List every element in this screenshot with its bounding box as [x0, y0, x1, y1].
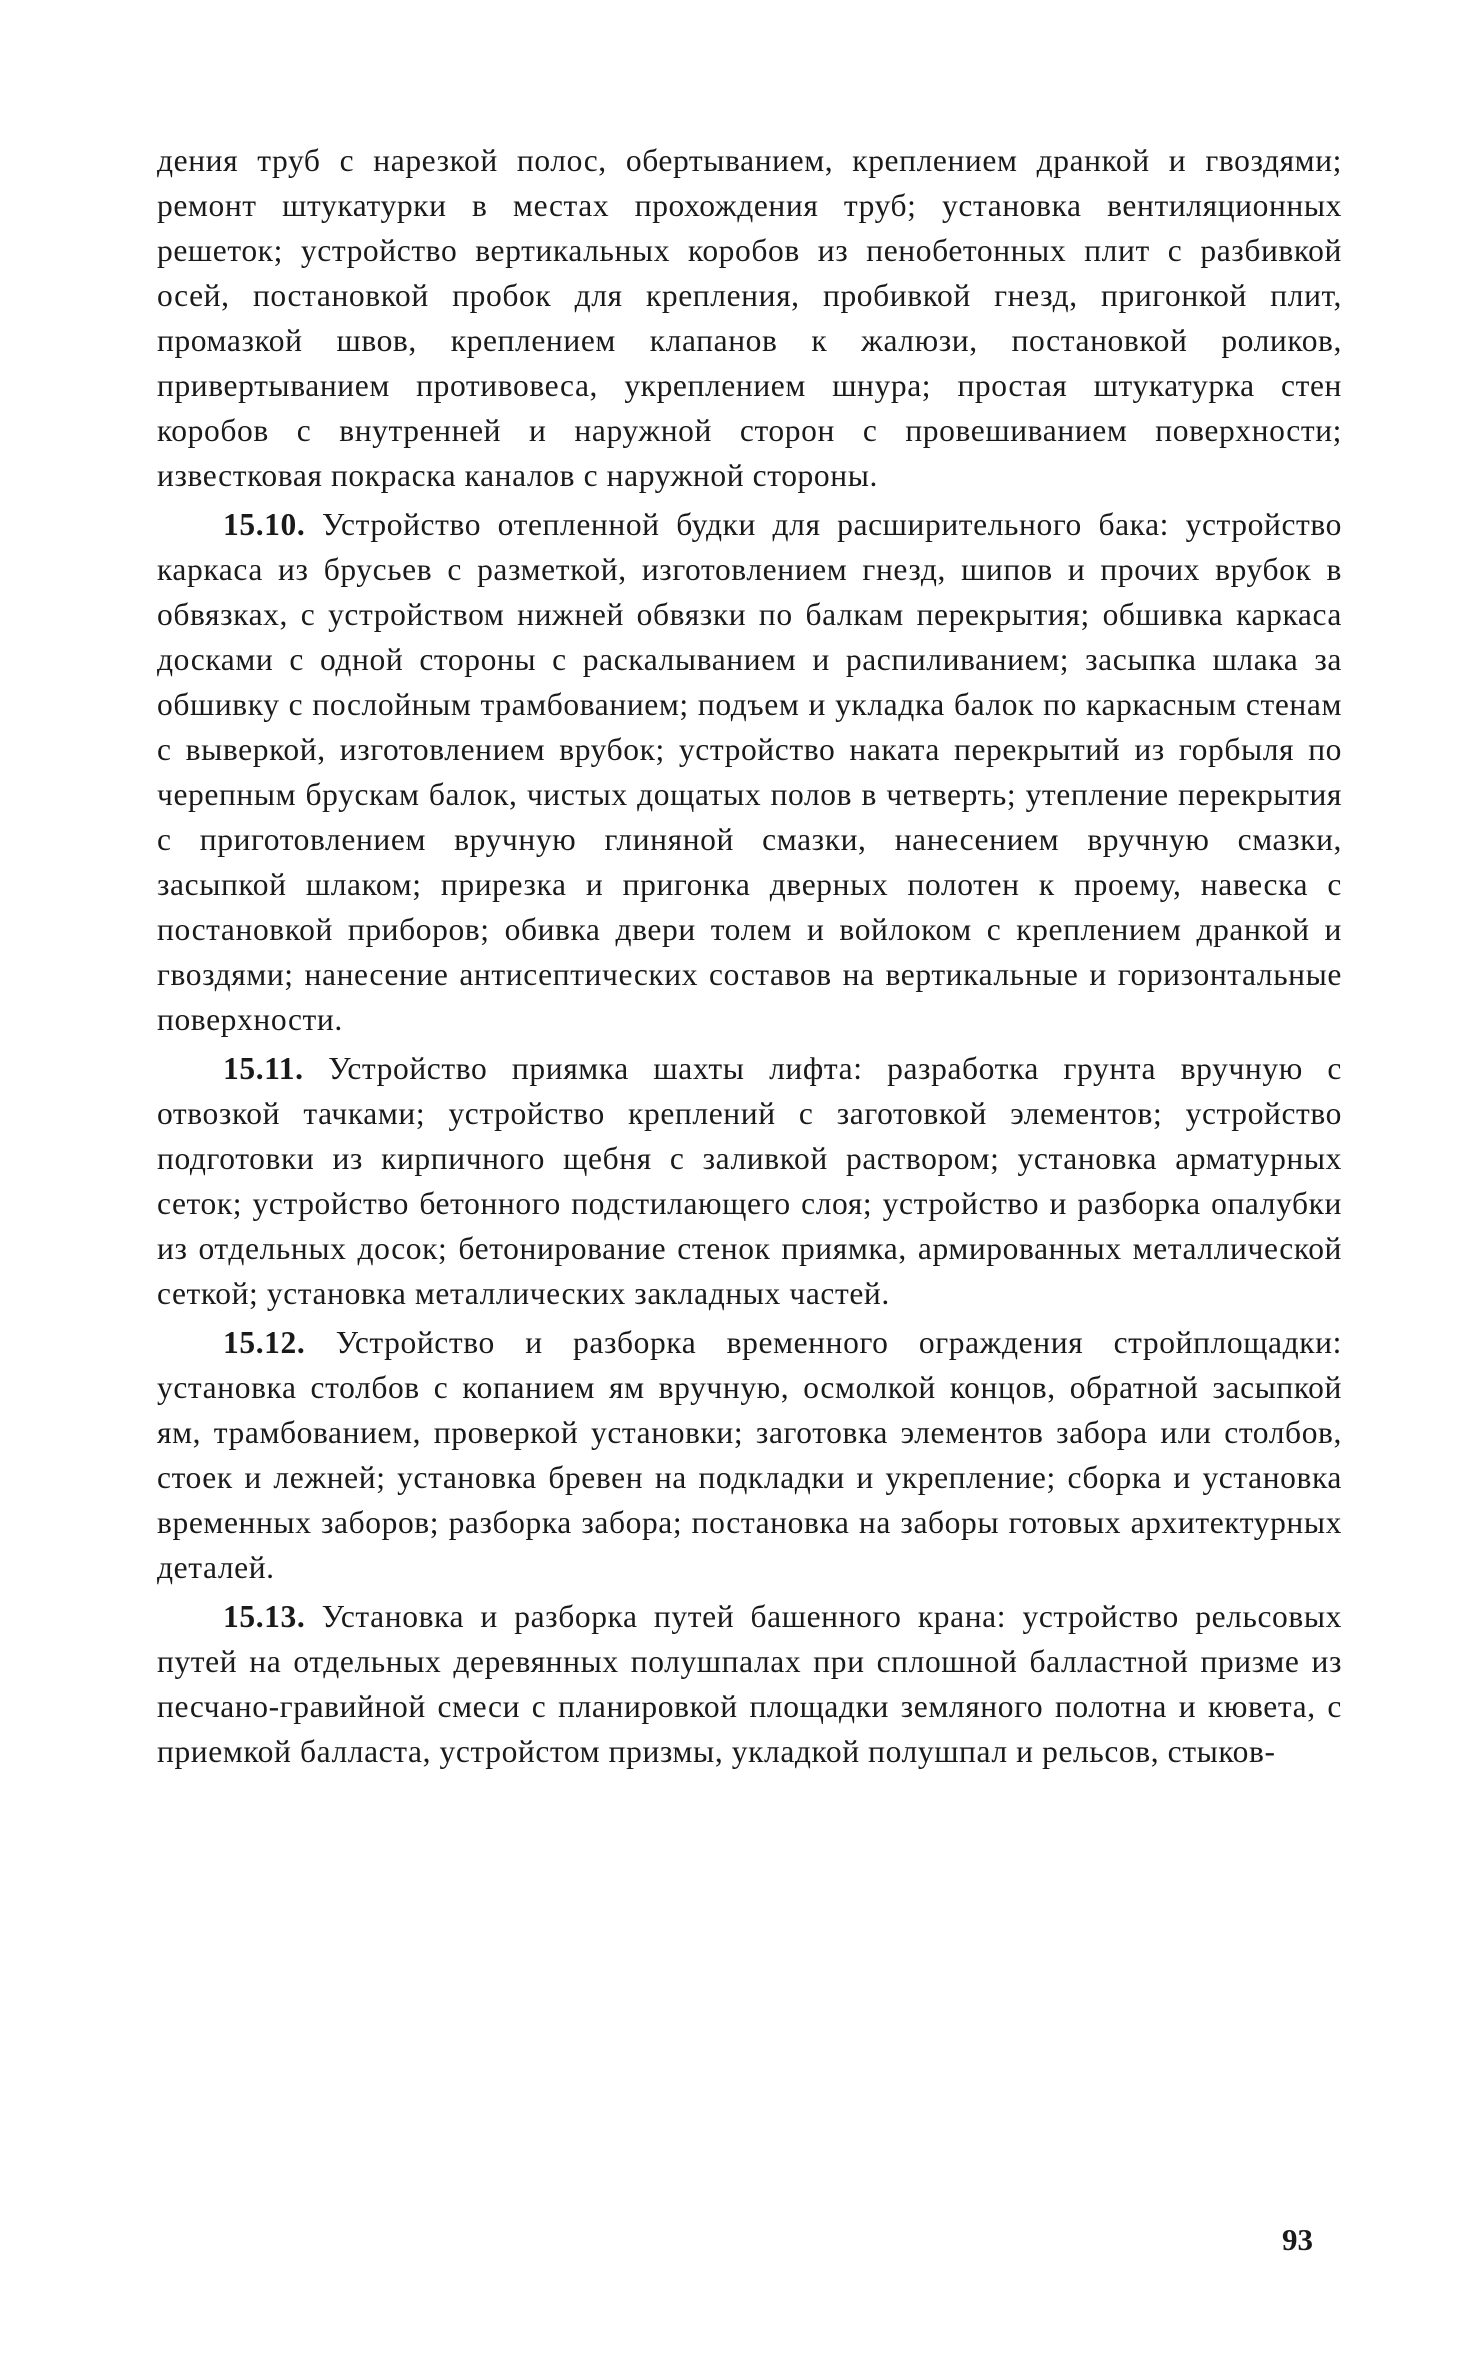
paragraph-15-13: [157, 1594, 1342, 1774]
paragraph-15-12: [157, 1320, 1342, 1590]
paragraph-text: Устройство отепленной будки для расширительного бака: устройство каркаса из брусьев с разметкой, изготовлением гнезд, шипов и прочих врубок в обвязках, с устройством нижней обвязки по балкам перекрытия; обшивка каркаса досками с одной стороны с раскалыванием и распиливанием; засыпка шлака за обшивку с послойным трамбованием; подъем и укладка балок по каркасным стенам с выверкой, изготовлением врубок; устройство наката перекрытий из горбыля по черепным брускам балок, чистых дощатых полов в четверть; утепление перекрытия с приготовлением вручную глиняной смазки, нанесением вручную смазки, засыпкой шлаком; прирезка и пригонка дверных полотен к проему, навеска с постановкой приборов; обивка двери толем и войлоком с креплением дранкой и гвоздями; нанесение антисептических составов на вертикальные и горизонтальные поверхности.: [157, 507, 1342, 1037]
paragraph-number: 15.11.: [223, 1051, 304, 1086]
paragraph-text: дения труб с нарезкой полос, обертыванием, креплением дранкой и гвоздями; ремонт штукатурки в местах прохождения труб; установка вентиляционных решеток; устройство вертикальных коробов из пенобетонных плит с разбивкой осей, постановкой пробок для крепления, пробивкой гнезд, пригонкой плит, промазкой швов, креплением клапанов к жалюзи, постановкой роликов, привертыванием противовеса, укреплением шнура; простая штукатурка стен коробов с внутренней и наружной сторон с провешиванием поверхности; известковая покраска каналов с наружной стороны.: [157, 143, 1342, 493]
paragraph-text: Устройство и разборка временного ограждения стройплощадки: установка столбов с копанием ям вручную, осмолкой концов, обратной засыпкой ям, трамбованием, проверкой установки; заготовка элементов забора или столбов, стоек и лежней; установка бревен на подкладки и укрепление; сборка и установка временных заборов; разборка забора; постановка на заборы готовых архитектурных деталей.: [157, 1325, 1342, 1585]
page-number: 93: [1282, 2222, 1313, 2257]
paragraph-number: 15.12.: [223, 1325, 306, 1360]
paragraph-number: 15.10.: [223, 507, 306, 542]
paragraph-text: Устройство приямка шахты лифта: разработка грунта вручную с отвозкой тачками; устройство креплений с заготовкой элементов; устройство подготовки из кирпичного щебня с заливкой раствором; установка арматурных сеток; устройство бетонного подстилающего слоя; устройство и разборка опалубки из отдельных досок; бетонирование стенок приямка, армированных металлической сеткой; установка металлических закладных частей.: [157, 1051, 1342, 1311]
paragraph-number: 15.13.: [223, 1599, 306, 1634]
paragraph-continuation: [157, 138, 1342, 498]
paragraph-15-11: [157, 1046, 1342, 1316]
page-body: [157, 138, 1342, 1778]
paragraph-text: Установка и разборка путей башенного крана: устройство рельсовых путей на отдельных деревянных полушпалах при сплошной балластной призме из песчано-гравийной смеси с планировкой площадки земляного полотна и кювета, с приемкой балласта, устройстом призмы, укладкой полушпал и рельсов, стыков-: [157, 1599, 1342, 1769]
paragraph-15-10: [157, 502, 1342, 1042]
